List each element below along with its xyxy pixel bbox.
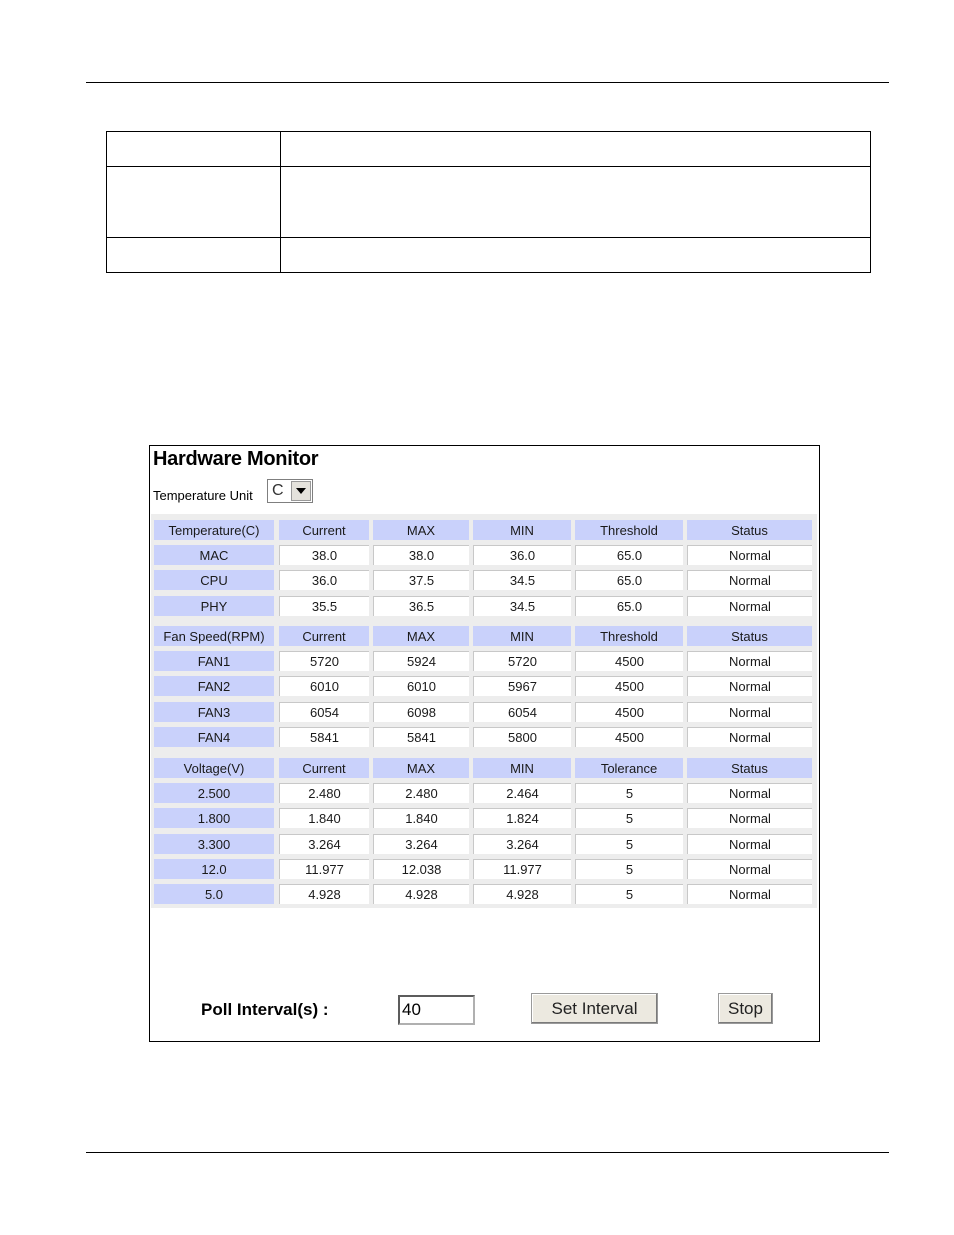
- table-cell: Normal: [687, 570, 812, 590]
- document-table: [106, 131, 871, 273]
- dropdown-button[interactable]: [291, 481, 311, 501]
- table-cell: 4500: [575, 676, 683, 696]
- table-cell: 12.038: [373, 859, 469, 879]
- fan-row-label: FAN2: [154, 676, 274, 696]
- table-cell: 38.0: [373, 545, 469, 565]
- fan-header-4: Threshold: [575, 626, 683, 646]
- table-cell: Normal: [687, 702, 812, 722]
- voltage-row-label: 2.500: [154, 783, 274, 803]
- table-cell: 2.464: [473, 783, 571, 803]
- table-cell: 4500: [575, 727, 683, 747]
- temperature-row-label: CPU: [154, 570, 274, 590]
- table-cell: 5967: [473, 676, 571, 696]
- doc-cell: [281, 132, 871, 167]
- voltage-header-0: Voltage(V): [154, 758, 274, 778]
- table-cell: 37.5: [373, 570, 469, 590]
- table-cell: 5720: [473, 651, 571, 671]
- temperature-unit-value: C: [272, 482, 284, 499]
- voltage-header-1: Current: [279, 758, 369, 778]
- table-cell: 5800: [473, 727, 571, 747]
- table-cell: 5924: [373, 651, 469, 671]
- voltage-row-label: 3.300: [154, 834, 274, 854]
- table-cell: 36.0: [279, 570, 369, 590]
- table-cell: 4.928: [473, 884, 571, 904]
- table-cell: 65.0: [575, 545, 683, 565]
- temperature-header-1: Current: [279, 520, 369, 540]
- table-cell: 3.264: [279, 834, 369, 854]
- voltage-header-3: MIN: [473, 758, 571, 778]
- table-cell: 35.5: [279, 596, 369, 616]
- table-cell: 5841: [373, 727, 469, 747]
- table-cell: 5: [575, 859, 683, 879]
- chevron-down-icon: [296, 488, 306, 494]
- hardware-monitor-window: [149, 445, 820, 1042]
- table-cell: 11.977: [473, 859, 571, 879]
- table-cell: 5841: [279, 727, 369, 747]
- page-title: Hardware Monitor: [153, 448, 319, 470]
- doc-cell: [281, 167, 871, 238]
- table-cell: 4.928: [373, 884, 469, 904]
- table-cell: Normal: [687, 808, 812, 828]
- table-cell: 6098: [373, 702, 469, 722]
- doc-cell: [107, 167, 281, 238]
- table-cell: 4500: [575, 702, 683, 722]
- table-cell: Normal: [687, 884, 812, 904]
- table-cell: 5: [575, 834, 683, 854]
- table-cell: 34.5: [473, 570, 571, 590]
- table-cell: 2.480: [373, 783, 469, 803]
- table-cell: 6054: [279, 702, 369, 722]
- doc-cell: [107, 132, 281, 167]
- header-rule: [86, 82, 889, 83]
- voltage-row-label: 5.0: [154, 884, 274, 904]
- table-cell: 65.0: [575, 570, 683, 590]
- table-cell: 6010: [279, 676, 369, 696]
- table-cell: 36.0: [473, 545, 571, 565]
- table-cell: Normal: [687, 783, 812, 803]
- table-cell: Normal: [687, 859, 812, 879]
- fan-header-0: Fan Speed(RPM): [154, 626, 274, 646]
- table-cell: 5720: [279, 651, 369, 671]
- fan-row-label: FAN4: [154, 727, 274, 747]
- set-interval-button[interactable]: Set Interval: [531, 993, 658, 1024]
- hardware-monitor-table: [151, 514, 817, 908]
- table-cell: 3.264: [373, 834, 469, 854]
- temperature-unit-label: Temperature Unit: [153, 488, 253, 503]
- voltage-header-4: Tolerance: [575, 758, 683, 778]
- table-cell: Normal: [687, 727, 812, 747]
- table-cell: 5: [575, 808, 683, 828]
- temperature-header-0: Temperature(C): [154, 520, 274, 540]
- table-cell: 5: [575, 783, 683, 803]
- fan-header-5: Status: [687, 626, 812, 646]
- temperature-row-label: MAC: [154, 545, 274, 565]
- table-cell: Normal: [687, 596, 812, 616]
- temperature-header-3: MIN: [473, 520, 571, 540]
- temperature-unit-select[interactable]: [267, 479, 313, 503]
- table-cell: 2.480: [279, 783, 369, 803]
- doc-cell: [107, 238, 281, 273]
- table-cell: 5: [575, 884, 683, 904]
- temperature-row-label: PHY: [154, 596, 274, 616]
- table-cell: 6010: [373, 676, 469, 696]
- poll-interval-label: Poll Interval(s) :: [201, 1000, 329, 1019]
- table-cell: 65.0: [575, 596, 683, 616]
- stop-button[interactable]: Stop: [718, 993, 773, 1024]
- table-cell: 1.840: [373, 808, 469, 828]
- table-cell: 1.824: [473, 808, 571, 828]
- table-cell: 34.5: [473, 596, 571, 616]
- temperature-header-4: Threshold: [575, 520, 683, 540]
- fan-row-label: FAN3: [154, 702, 274, 722]
- table-cell: 11.977: [279, 859, 369, 879]
- voltage-row-label: 1.800: [154, 808, 274, 828]
- table-cell: Normal: [687, 651, 812, 671]
- poll-interval-input[interactable]: [398, 995, 475, 1025]
- table-cell: Normal: [687, 545, 812, 565]
- doc-cell: [281, 238, 871, 273]
- table-cell: Normal: [687, 676, 812, 696]
- fan-header-2: MAX: [373, 626, 469, 646]
- temperature-header-5: Status: [687, 520, 812, 540]
- footer-rule: [86, 1152, 889, 1153]
- table-cell: 6054: [473, 702, 571, 722]
- table-cell: 38.0: [279, 545, 369, 565]
- voltage-header-5: Status: [687, 758, 812, 778]
- table-cell: 3.264: [473, 834, 571, 854]
- fan-row-label: FAN1: [154, 651, 274, 671]
- table-cell: 4.928: [279, 884, 369, 904]
- voltage-row-label: 12.0: [154, 859, 274, 879]
- voltage-header-2: MAX: [373, 758, 469, 778]
- table-cell: 4500: [575, 651, 683, 671]
- fan-header-1: Current: [279, 626, 369, 646]
- table-cell: Normal: [687, 834, 812, 854]
- table-cell: 1.840: [279, 808, 369, 828]
- fan-header-3: MIN: [473, 626, 571, 646]
- temperature-header-2: MAX: [373, 520, 469, 540]
- table-cell: 36.5: [373, 596, 469, 616]
